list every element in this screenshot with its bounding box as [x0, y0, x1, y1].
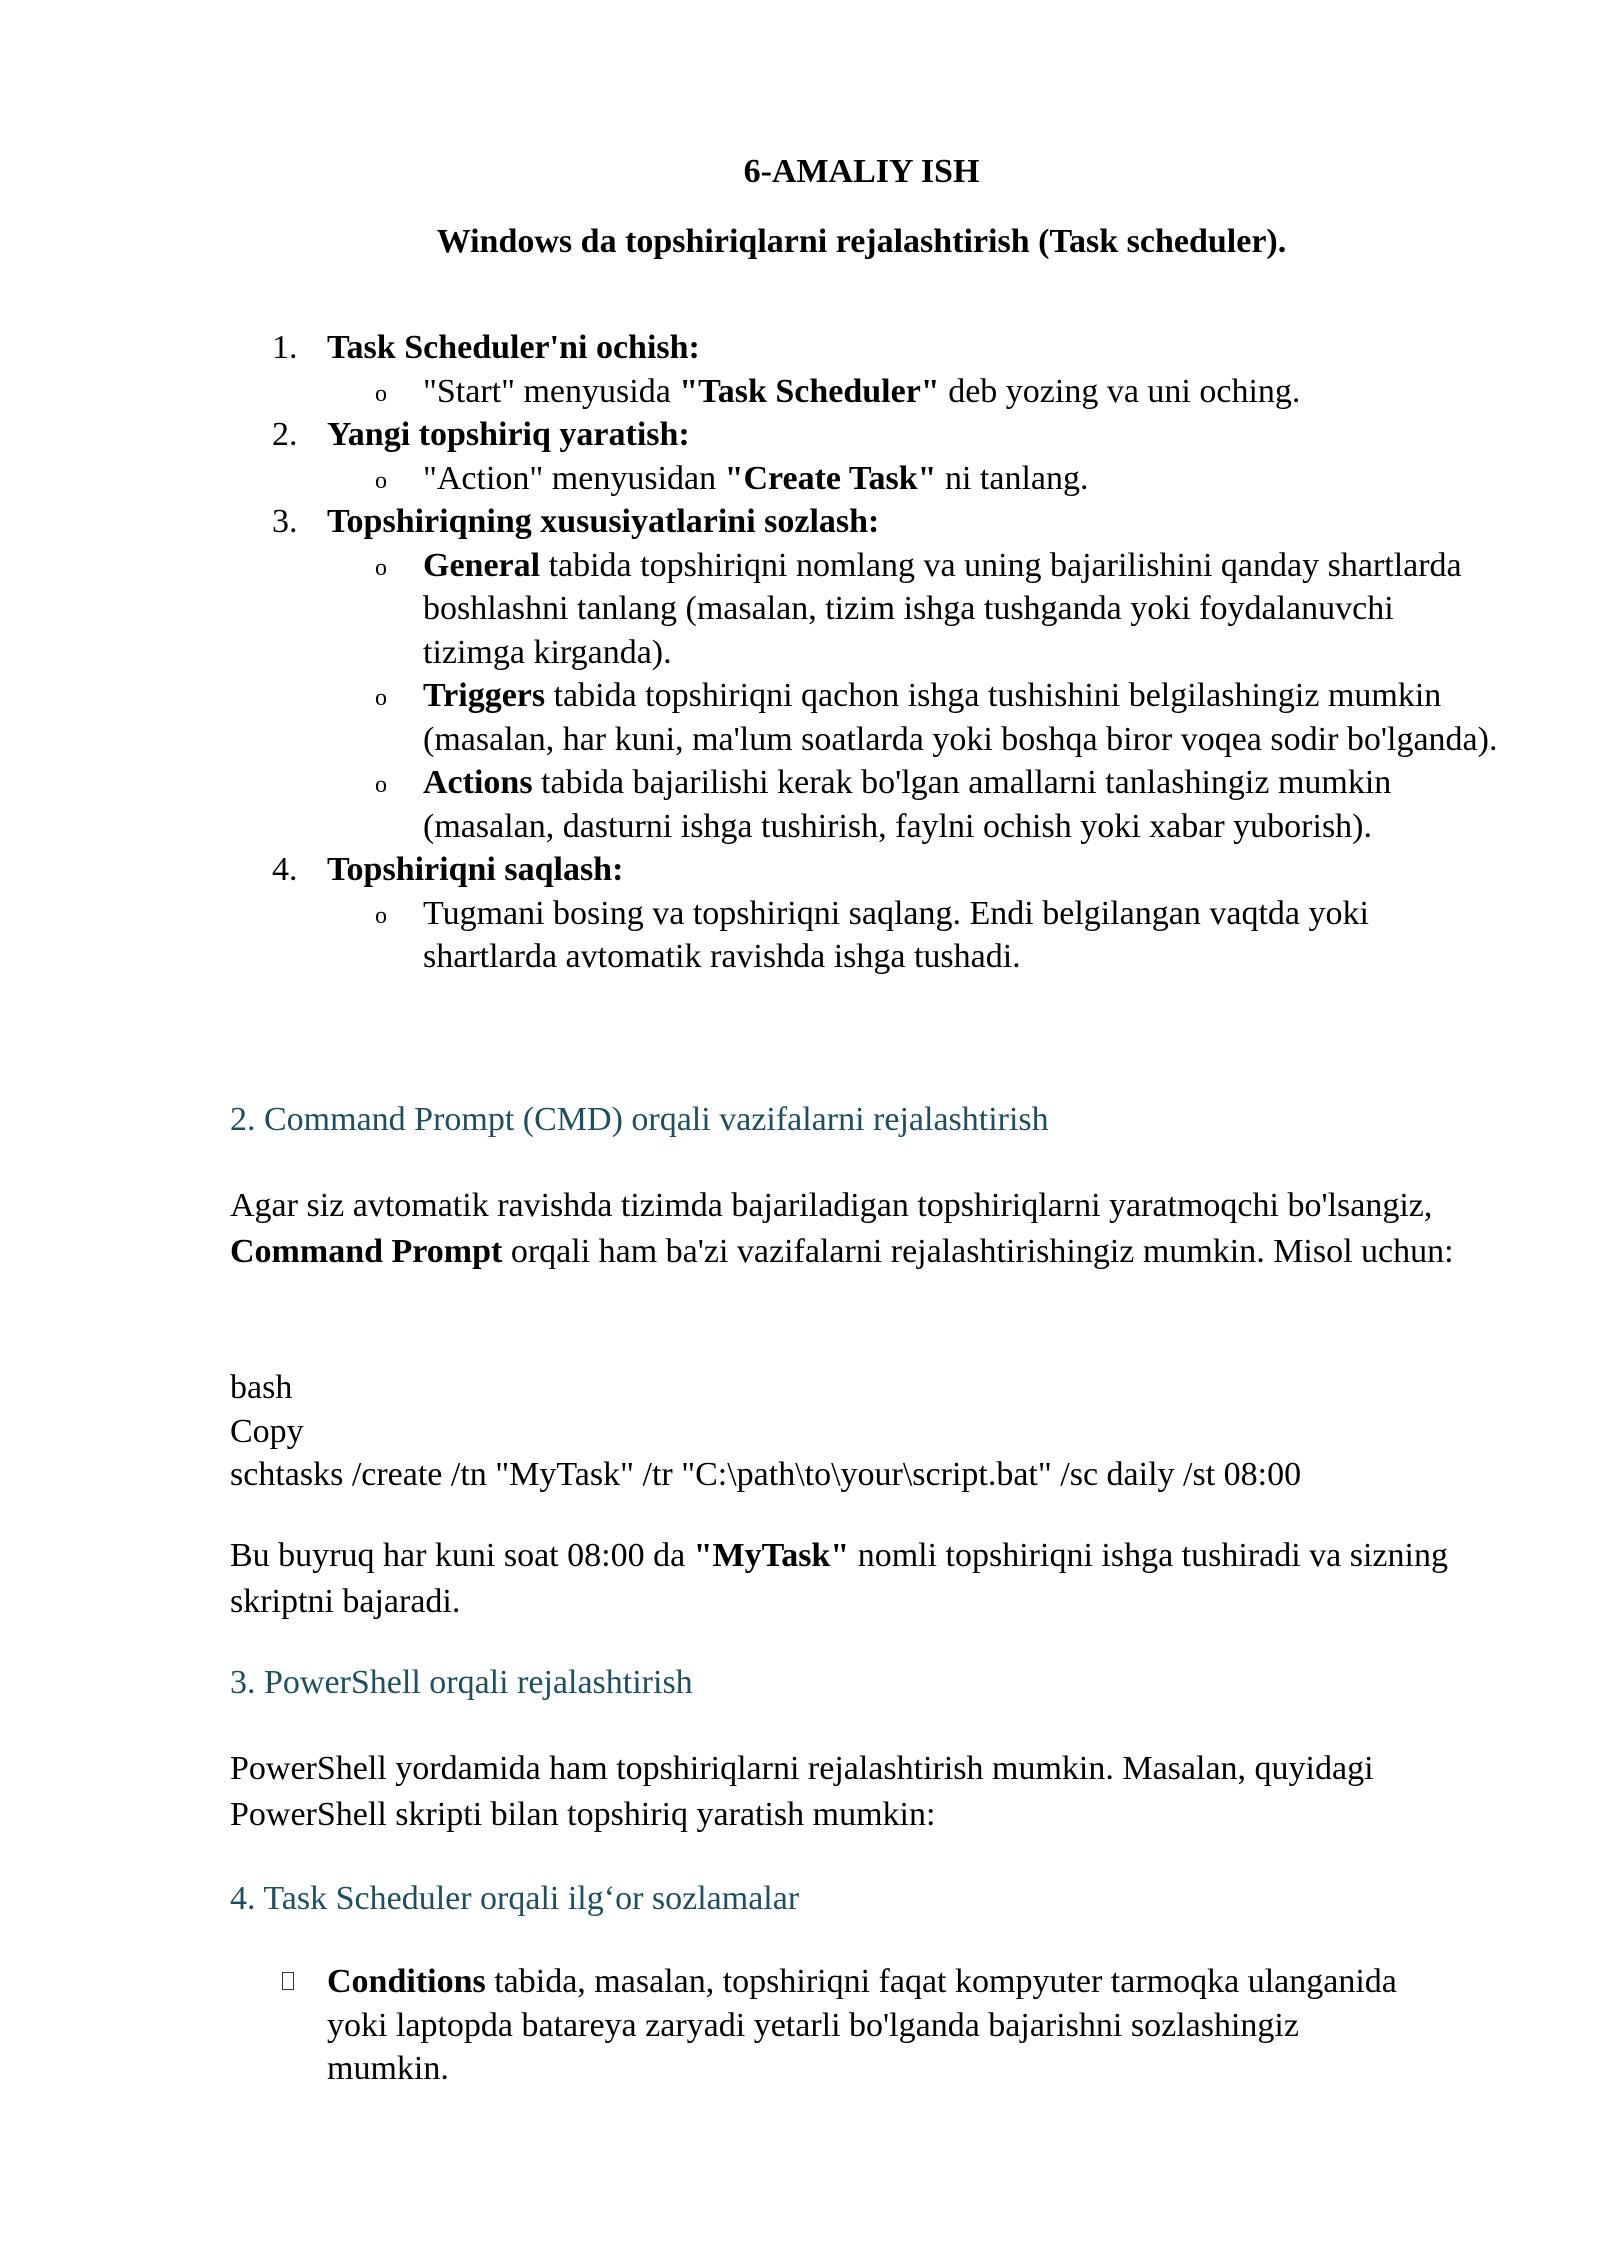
step-number: 2.	[272, 416, 298, 453]
bullet-mark: o	[375, 902, 387, 929]
bullet-mark: o	[375, 554, 387, 581]
bullet-text: Triggers tabida topshiriqni qachon ishga tushishini belgilashingiz mumkin (masalan, har kuni, ma'lum soatlarda yoki boshqa biror voqea sodir bo'lganda).	[423, 677, 1498, 758]
page-title: 6-AMALIY ISH	[743, 153, 980, 190]
step-title: Yangi topshiriq yaratish:	[327, 416, 690, 453]
bullet-text: General tabida topshiriqni nomlang va uning bajarilishini qanday shartlarda boshlashni tanlang (masalan, tizim ishga tushganda yoki foydalanuvchi tizimga kirganda).	[423, 546, 1462, 671]
bullet-mark: o	[375, 772, 387, 798]
list-item	[0, 892, 1600, 979]
list-item	[0, 413, 1600, 457]
step-title: Topshiriqni saqlash:	[327, 851, 624, 888]
step-title: Topshiriqning xususiyatlarini sozlash:	[327, 503, 880, 540]
code-block	[230, 1366, 1301, 1497]
bullet-mark: o	[375, 685, 387, 711]
list-item	[0, 370, 1600, 414]
step-number: 4.	[272, 851, 298, 888]
bullet-text: "Action" menyusidan "Create Task" ni tanlang.	[423, 459, 1089, 497]
section-heading-cmd: 2. Command Prompt (CMD) orqali vazifalarni rejalashtirish	[230, 1101, 1049, 1138]
steps-list	[0, 326, 1600, 979]
bullet-text: Tugmani bosing va topshiriqni saqlang. Endi belgilangan vaqtda yoki shartlarda avtomatik ravishda ishga tushadi.	[423, 894, 1369, 975]
bullet-text: Conditions tabida, masalan, topshiriqni faqat kompyuter tarmoqka ulanganida yoki laptopda batareya zaryadi yetarli bo'lganda bajarishni sozlashingiz mumkin.	[327, 1963, 1397, 2087]
list-item	[0, 1960, 1600, 2091]
bullet-mark: o	[375, 380, 387, 407]
bullet-mark: o	[375, 467, 387, 494]
copy-button[interactable]: Copy	[230, 1412, 304, 1450]
paragraph-cmd-intro: Agar siz avtomatik ravishda tizimda bajariladigan topshiriqlarni yaratmoqchi bo'lsangiz, Command Prompt orqali ham ba'zi vazifalarni rejalashtirishingiz mumkin. Misol uchun:	[230, 1187, 1454, 1270]
list-item	[0, 674, 1600, 761]
list-item	[0, 500, 1600, 544]
code-language-label: bash	[230, 1369, 293, 1406]
step-title: Task Scheduler'ni ochish:	[327, 329, 700, 366]
section-heading-powershell: 3. PowerShell orqali rejalashtirish	[230, 1664, 693, 1701]
bullet-text: Actions tabida bajarilishi kerak bo'lgan amallarni tanlashingiz mumkin (masalan, dasturni ishga tushirish, faylni ochish yoki xabar yuborish).	[423, 764, 1392, 845]
list-item	[0, 457, 1600, 501]
step-number: 1.	[272, 329, 298, 366]
step-number: 3.	[272, 503, 298, 540]
paragraph-powershell: PowerShell yordamida ham topshiriqlarni rejalashtirish mumkin. Masalan, quyidagi PowerShell skripti bilan topshiriq yaratish mumkin:	[230, 1750, 1374, 1833]
page-subtitle: Windows da topshiriqlarni rejalashtirish (Task scheduler).	[436, 223, 1287, 260]
list-item	[0, 848, 1600, 892]
list-item	[0, 326, 1600, 370]
list-item	[0, 761, 1600, 848]
paragraph-cmd-explain: Bu buyruq har kuni soat 08:00 da "MyTask" nomli topshiriqni ishga tushiradi va sizning skriptni bajaradi.	[230, 1537, 1448, 1620]
section-heading-advanced: 4. Task Scheduler orqali ilg‘or sozlamalar	[230, 1880, 800, 1917]
bullet-text: "Start" menyusida "Task Scheduler" deb yozing va uni oching.	[423, 372, 1301, 410]
list-item	[0, 544, 1600, 675]
code-line: schtasks /create /tn "MyTask" /tr "C:\path\to\your\script.bat" /sc daily /st 08:00	[230, 1456, 1302, 1493]
bullet-square-icon	[282, 1972, 294, 1990]
